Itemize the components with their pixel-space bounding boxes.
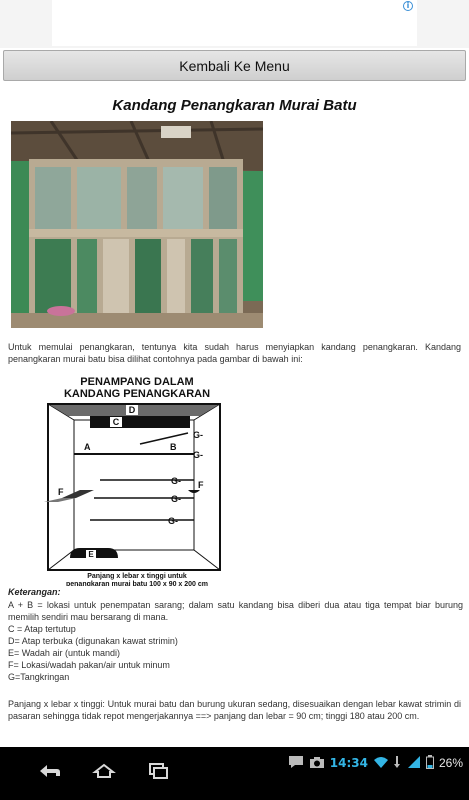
list-item: D= Atap terbuka (digunakan kawat strimin) — [8, 636, 178, 646]
message-notification-icon — [288, 755, 304, 772]
status-area — [288, 747, 463, 779]
recent-apps-icon[interactable] — [145, 761, 171, 781]
article — [0, 84, 469, 747]
ad-banner-area — [0, 0, 469, 48]
svg-text:G-: G- — [171, 494, 181, 504]
svg-text:D: D — [128, 405, 136, 415]
system-navigation-bar — [0, 747, 469, 800]
status-clock: 14:34 — [329, 756, 368, 770]
camera-notification-icon — [309, 755, 325, 772]
article-title: Kandang Penangkaran Murai Batu — [112, 97, 357, 114]
svg-text:G-: G- — [193, 450, 203, 460]
home-icon[interactable] — [91, 761, 117, 781]
list-item: G=Tangkringan — [8, 672, 70, 682]
keterangan-list — [8, 599, 463, 683]
wifi-icon — [373, 755, 389, 772]
info-icon[interactable]: i — [403, 1, 413, 11]
list-item: A + B = lokasi untuk penempatan sarang; dalam satu kandang bisa diberi dua atau tiga tempat biar burung memilih sendiri mau bersarang di mana. — [8, 600, 463, 622]
svg-text:F: F — [198, 480, 204, 490]
size-note-paragraph: Panjang x lebar x tinggi: Untuk murai batu dan burung ukuran sedang, disesuaikan dengan lebar kawat strimin di pasaran sehingga tidak repot mengerjakannya ==> panjang dan lebar = 90 cm; tinggi 180 atau 200 cm. — [8, 699, 461, 721]
diagram-caption-2: penangkaran murai batu 100 x 90 x 200 cm — [65, 581, 209, 586]
signal-icon — [407, 755, 421, 772]
back-icon[interactable] — [37, 761, 63, 781]
data-transfer-icon — [394, 755, 402, 772]
svg-text:G-: G- — [168, 516, 178, 526]
list-item: E= Wadah air (untuk mandi) — [8, 648, 120, 658]
cage-cross-section-diagram — [40, 374, 235, 586]
svg-text:A: A — [84, 442, 91, 452]
svg-text:E: E — [88, 550, 94, 559]
svg-text:F: F — [58, 487, 64, 497]
svg-text:B: B — [170, 442, 177, 452]
battery-level: 26% — [438, 756, 463, 770]
ad-banner[interactable] — [52, 0, 417, 46]
diagram-caption-1: Panjang x lebar x tinggi untuk — [87, 573, 187, 580]
cage-photo — [11, 121, 263, 328]
diagram-heading-2: KANDANG PENANGKARAN — [63, 388, 211, 400]
intro-paragraph: Untuk memulai penangkaran, tentunya kita sudah harus menyiapkan kandang penangkaran. Kandang penangkaran murai batu bisa dilihat contohnya pada gambar di bawah ini: — [8, 342, 461, 364]
list-item: F= Lokasi/wadah pakan/air untuk minum — [8, 660, 170, 670]
back-to-menu-button[interactable]: Kembali Ke Menu — [3, 50, 466, 81]
svg-text:C: C — [112, 417, 120, 427]
battery-icon — [426, 755, 434, 772]
diagram-heading-1: PENAMPANG DALAM — [80, 376, 194, 388]
list-item: C = Atap tertutup — [8, 624, 76, 634]
keterangan-heading: Keterangan: — [8, 587, 61, 597]
svg-text:G-: G- — [171, 476, 181, 486]
svg-text:G-: G- — [193, 430, 203, 440]
